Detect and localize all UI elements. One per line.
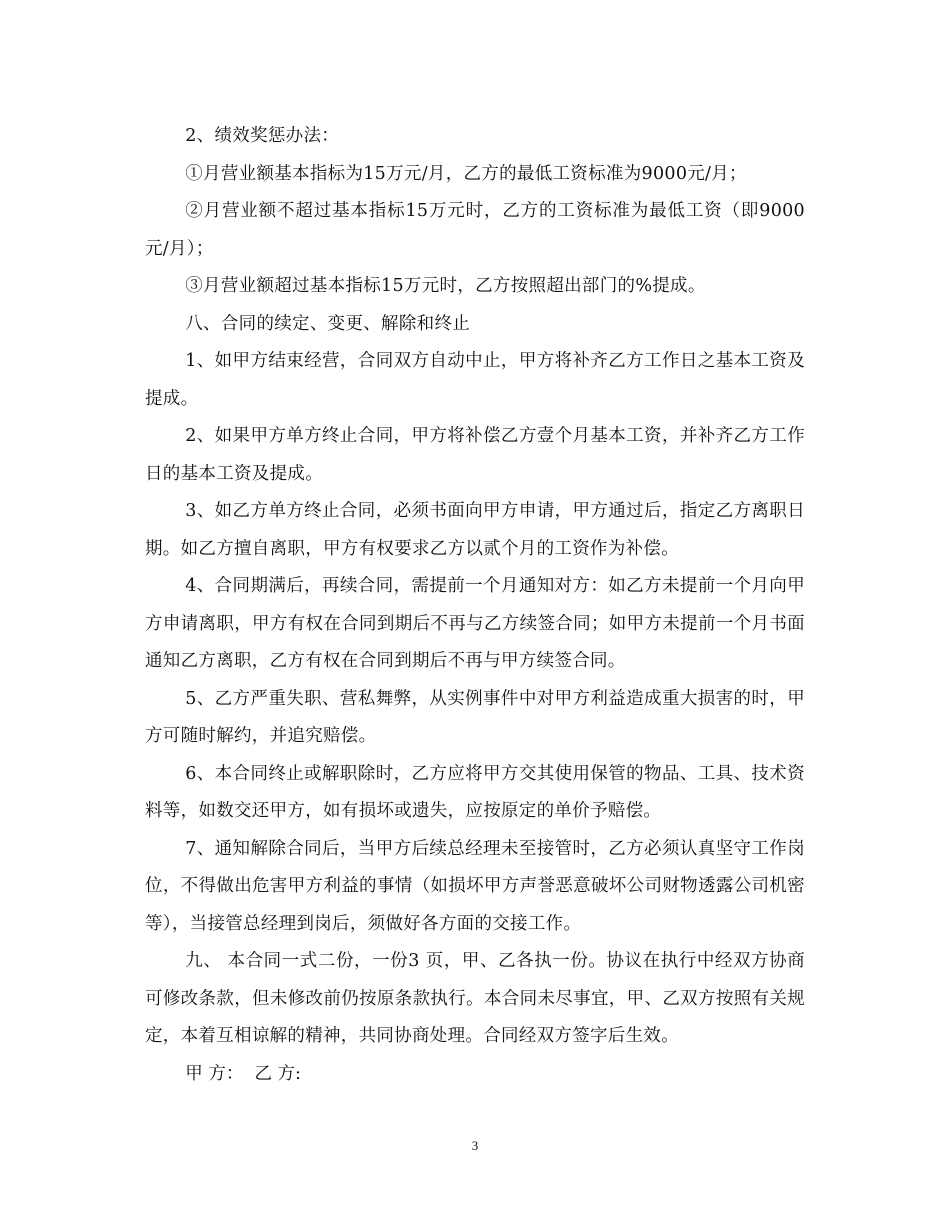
termination-clause-5: 5、乙方严重失职、营私舞弊，从实例事件中对甲方利益造成重大损害的时，甲方可随时解约，并追究赔偿。 (145, 688, 805, 746)
signature-line: 甲 方： 乙 方: (185, 1063, 301, 1084)
page-number: 3 (471, 1138, 479, 1153)
clause-performance-item-2: ②月营业额不超过基本指标15万元时，乙方的工资标准为最低工资（即9000元/月）； (145, 201, 805, 259)
termination-clause-6: 6、本合同终止或解职除时，乙方应将甲方交其使用保管的物品、工具、技术资料等，如数交还甲方，如有损坏或遗失，应按原定的单价予赔偿。 (145, 763, 805, 821)
termination-clause-3: 3、如乙方单方终止合同，必须书面向甲方申请，甲方通过后，指定乙方离职日期。如乙方擅自离职，甲方有权要求乙方以贰个月的工资作为补偿。 (145, 501, 805, 559)
termination-clause-4: 4、合同期满后，再续合同，需提前一个月通知对方：如乙方未提前一个月向甲方申请离职，甲方有权在合同到期后不再与乙方续签合同；如甲方未提前一个月书面通知乙方离职，乙方有权在合同到期后不再与甲方续签合同。 (145, 576, 805, 671)
termination-clause-7: 7、通知解除合同后，当甲方后续总经理未至接管时，乙方必须认真坚守工作岗位，不得做出危害甲方利益的事情（如损坏甲方声誉恶意破坏公司财物透露公司机密等），当接管总经理到岗后，须做好各方面的交接工作。 (145, 838, 805, 934)
document-body (145, 118, 805, 1093)
section-heading-termination: 八、合同的续定、变更、解除和终止 (185, 313, 471, 334)
clause-performance-item-1: ①月营业额基本指标为15万元/月，乙方的最低工资标准为9000元/月； (185, 163, 747, 184)
termination-clause-1: 1、如甲方结束经营，合同双方自动中止，甲方将补齐乙方工作日之基本工资及提成。 (145, 351, 805, 409)
section-nine-copies: 九、 本合同一式二份，一份3 页，甲、乙各执一份。协议在执行中经双方协商可修改条款，但未修改前仍按原条款执行。本合同未尽事宜，甲、乙双方按照有关规定，本着互相谅解的精神，共同协商处理。合同经双方签字后生效。 (145, 951, 805, 1046)
clause-performance-heading: 2、绩效奖惩办法： (185, 126, 340, 146)
clause-performance-item-3: ③月营业额超过基本指标15万元时，乙方按照超出部门的%提成。 (185, 276, 706, 296)
termination-clause-2: 2、如果甲方单方终止合同，甲方将补偿乙方壹个月基本工资，并补齐乙方工作日的基本工资及提成。 (145, 426, 805, 484)
